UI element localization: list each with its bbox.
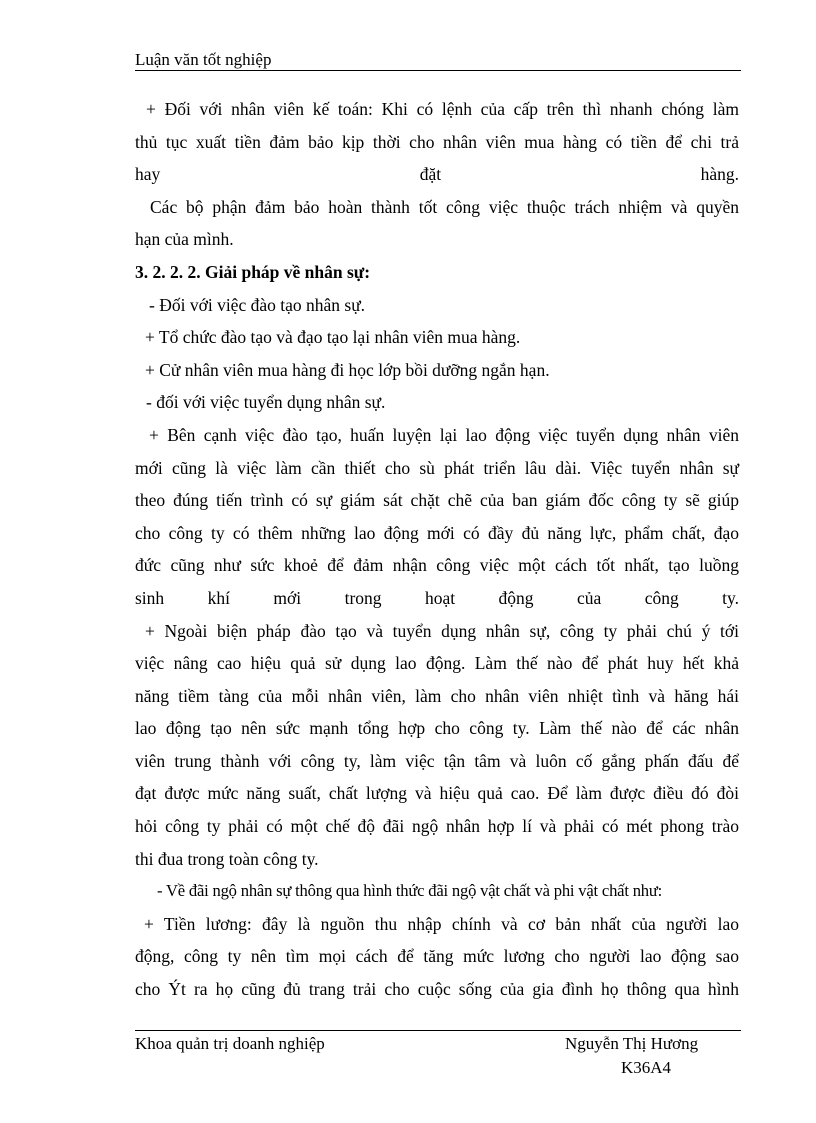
body-line: mới cũng là việc làm cần thiết cho sù phát triển lâu dài. Việc tuyển nhân sự xyxy=(135,457,739,478)
body-line: + Ngoài biện pháp đào tạo và tuyển dụng nhân sự, công ty phải chú ý tới xyxy=(145,620,739,641)
footer-author: Nguyễn Thị Hương xyxy=(565,1034,699,1053)
body-line: thi đua trong toàn công ty. xyxy=(135,848,319,869)
body-line: + Bên cạnh việc đào tạo, huấn luyện lại lao động việc tuyển dụng nhân viên xyxy=(149,424,739,445)
body-line: + Tiền lương: đây là nguồn thu nhập chính và cơ bản nhất của người lao xyxy=(144,913,739,934)
body-line: theo đúng tiến trình có sự giám sát chặt chẽ của ban giám đốc công ty sẽ giúp xyxy=(135,490,739,511)
body-line: Các bộ phận đảm bảo hoàn thành tốt công việc thuộc trách nhiệm và quyền xyxy=(150,196,739,217)
body-line: hỏi công ty phải có một chế độ đãi ngộ nhân hợp lí và phải có mét phong trào xyxy=(135,816,739,837)
header-title: Luận văn tốt nghiệp xyxy=(135,50,272,69)
body-line: động, công ty nên tìm mọi cách để tăng mức lương cho người lao động sao xyxy=(135,946,739,967)
footer-department: Khoa quản trị doanh nghiệp xyxy=(135,1034,325,1053)
list-item: + Tổ chức đào tạo và đạo tạo lại nhân viên mua hàng. xyxy=(145,327,521,348)
body-line: thủ tục xuất tiền đảm bảo kịp thời cho nhân viên mua hàng có tiền để chi trả xyxy=(135,131,739,152)
body-line: năng tiềm tàng của mỗi nhân viên, làm cho nhân viên nhiệt tình và hăng hái xyxy=(135,685,739,706)
document-body xyxy=(135,93,739,1006)
footer-divider xyxy=(135,1030,741,1031)
body-line: sinh khí mới trong hoạt động của công ty. xyxy=(135,587,739,608)
body-line: + Đối với nhân viên kế toán: Khi có lệnh của cấp trên thì nhanh chóng làm xyxy=(146,99,739,119)
footer-class: K36A4 xyxy=(621,1058,672,1077)
list-item: - Đối với việc đào tạo nhân sự. xyxy=(149,294,366,315)
section-heading: 3. 2. 2. 2. Giải pháp về nhân sự: xyxy=(135,261,371,282)
list-item: - Về đãi ngộ nhân sự thông qua hình thức đãi ngộ vật chất và phi vật chất như: xyxy=(157,881,663,901)
body-line: cho công ty có thêm những lao động mới có đầy đủ năng lực, phẩm chất, đạo xyxy=(135,522,739,543)
body-line: lao động tạo nên sức mạnh tổng hợp cho công ty. Làm thế nào để các nhân xyxy=(135,718,739,739)
body-line: cho Ýt ra họ cũng đủ trang trải cho cuộc sống của gia đình họ thông qua hình xyxy=(135,979,739,1000)
body-line: đức cũng như sức khoẻ để đảm nhận công việc một cách tốt nhất, tạo luồng xyxy=(135,555,739,576)
list-item: + Cử nhân viên mua hàng đi học lớp bồi dưỡng ngắn hạn. xyxy=(145,359,550,380)
body-line: việc nâng cao hiệu quả sử dụng lao động. Làm thế nào để phát huy hết khả xyxy=(135,653,739,674)
list-item: - đối với việc tuyển dụng nhân sự. xyxy=(146,392,386,413)
body-line: hạn của mình. xyxy=(135,229,234,250)
body-line: hay đặt hàng. xyxy=(135,164,739,185)
body-line: đạt được mức năng suất, chất lượng và hiệu quả cao. Để làm được điều đó đòi xyxy=(135,783,739,804)
body-line: viên trung thành với công ty, làm việc tận tâm và luôn cố gắng phấn đấu để xyxy=(135,750,739,771)
header-divider xyxy=(135,70,741,71)
